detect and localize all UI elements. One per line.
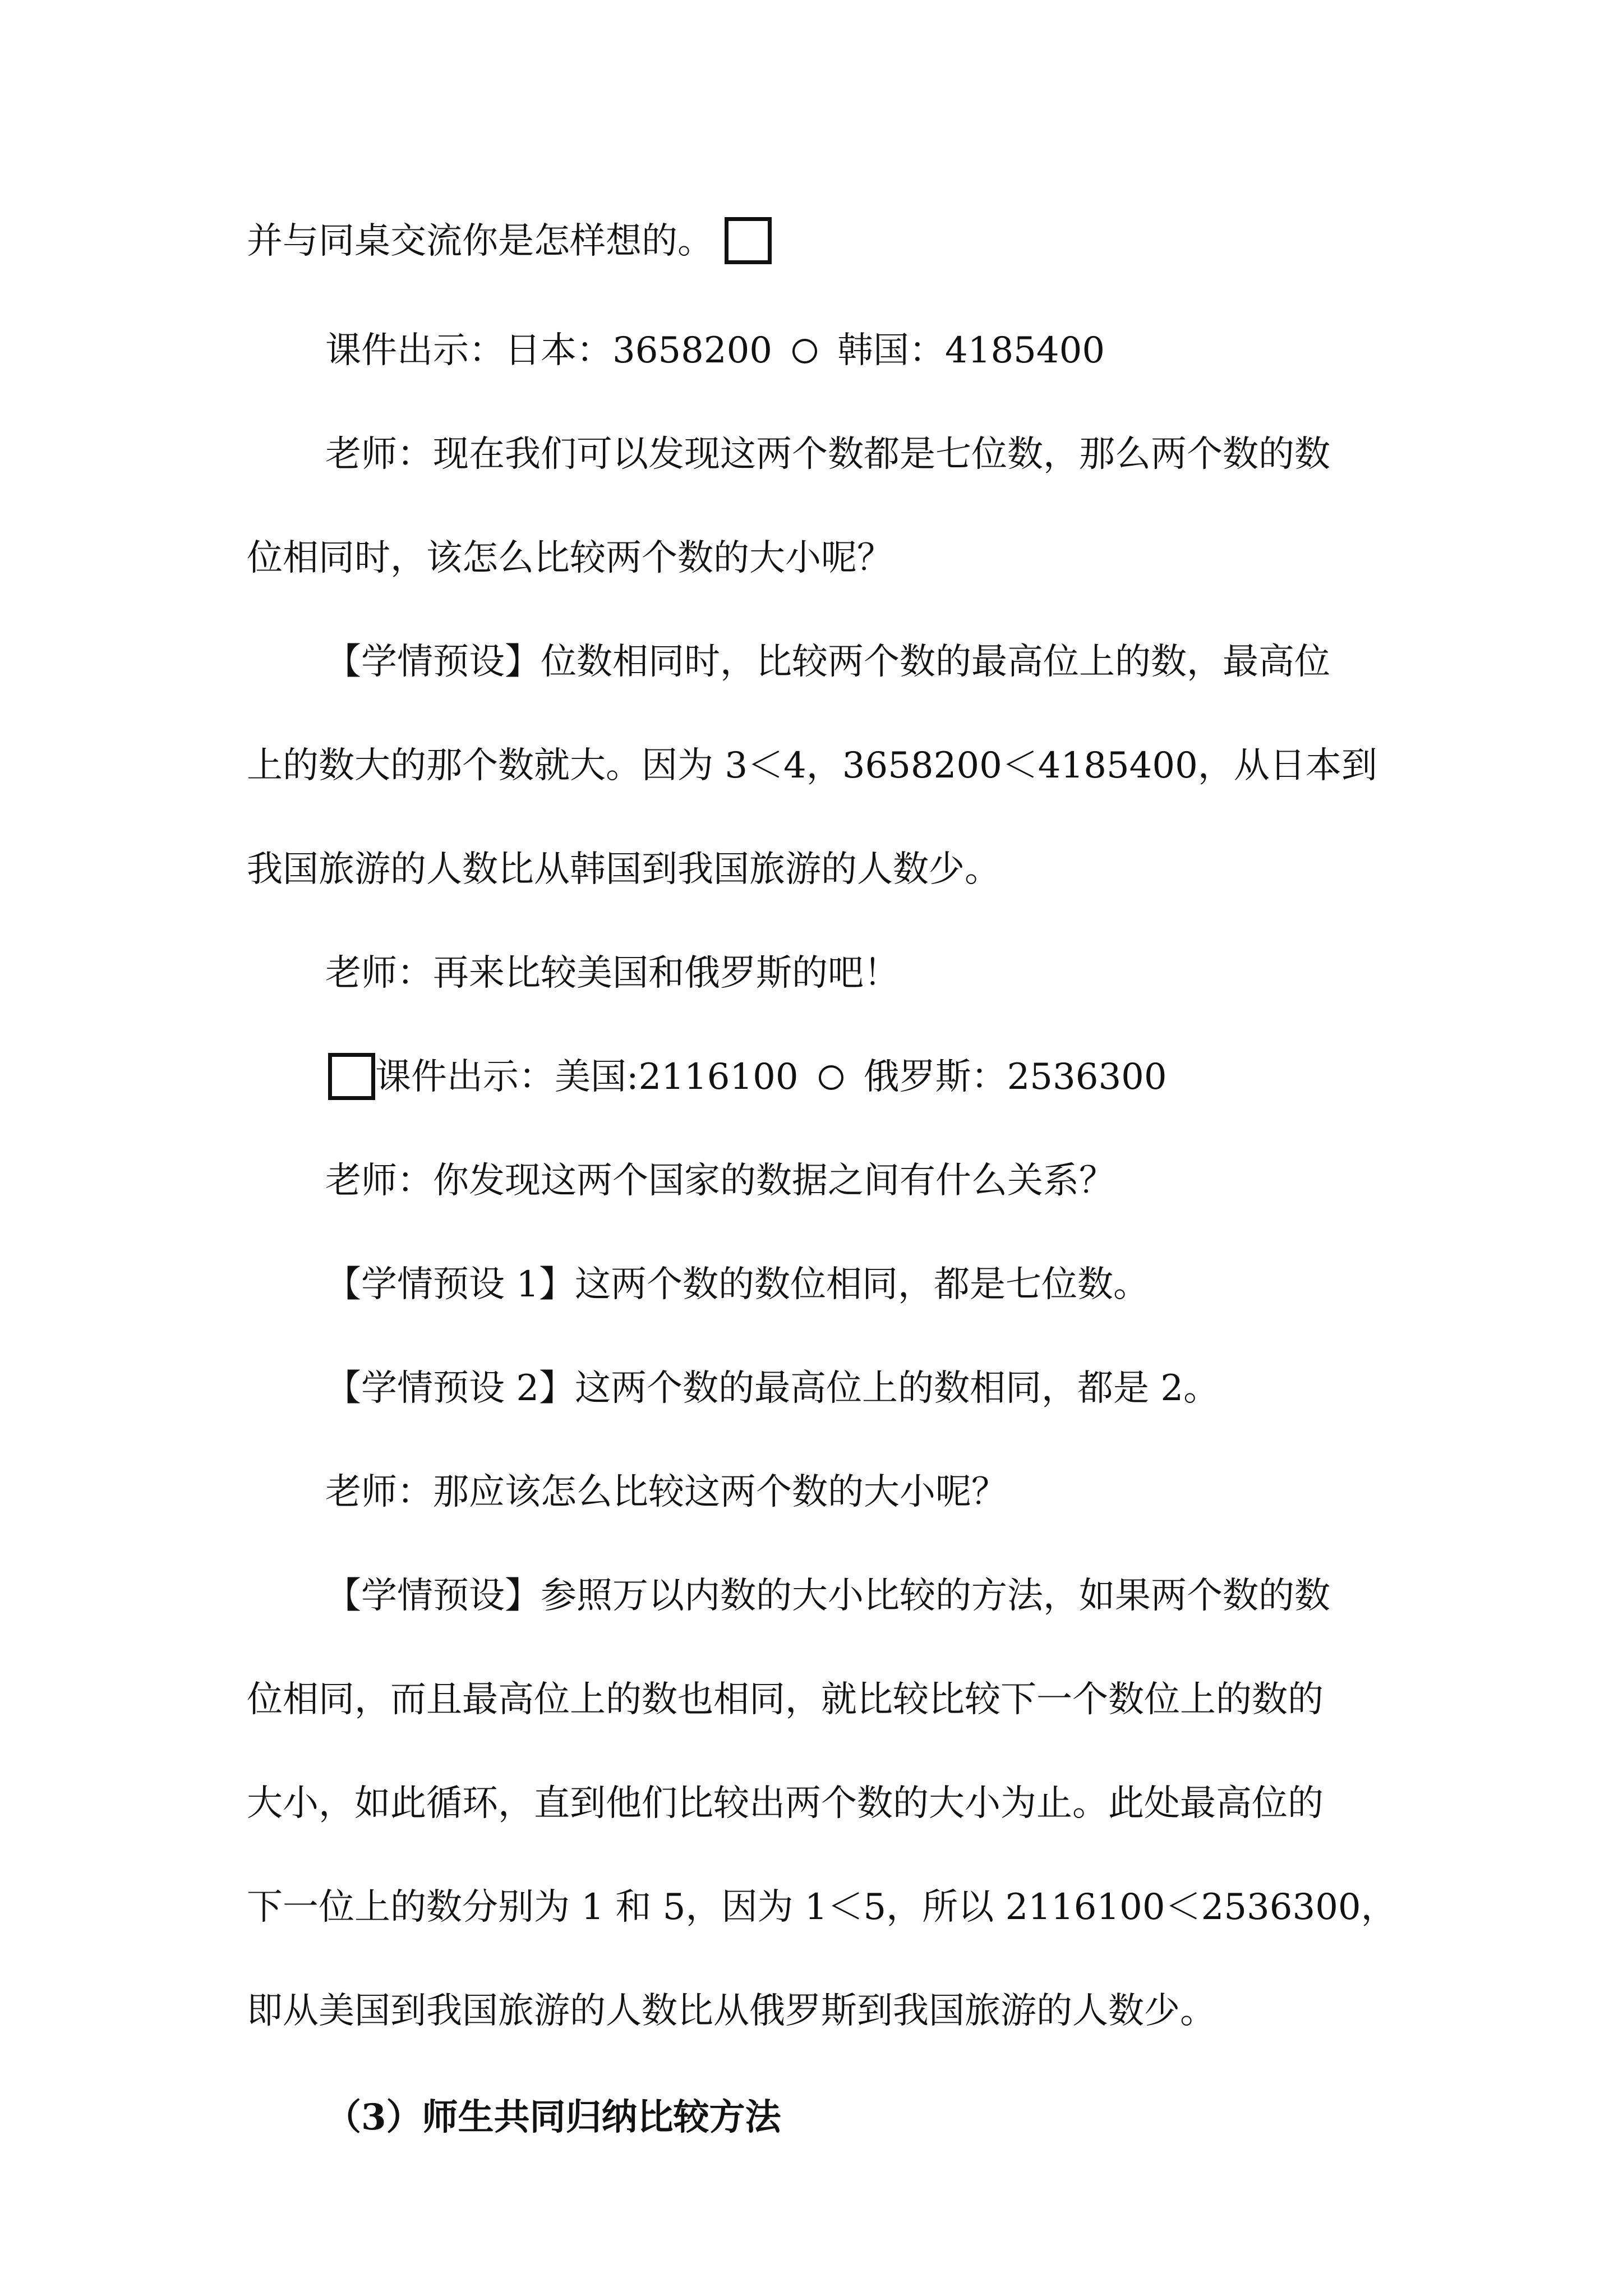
text-line (247, 219, 1385, 264)
compare-circle (819, 1065, 843, 1090)
text-line (325, 432, 1385, 477)
paragraph-text: 大小，如此循环，直到他们比较出两个数的大小为止。此处最高位的 (247, 1783, 1324, 1824)
section-heading (325, 2095, 1385, 2140)
paragraph-text: 老师：那应该怎么比较这两个数的大小呢？ (325, 1471, 1007, 1513)
paragraph-text: 【学情预设】位数相同时，比较两个数的最高位上的数，最高位 (325, 641, 1330, 683)
text-line (325, 951, 1385, 996)
text-line (325, 1470, 1385, 1515)
paragraph-text: 我国旅游的人数比从韩国到我国旅游的人数少。 (247, 849, 1000, 890)
text-line (247, 743, 1385, 788)
courseware-label: 课件出示：美国:2116100 (375, 1056, 799, 1098)
text-line (325, 1158, 1385, 1203)
courseware-value: 韩国：4185400 (837, 330, 1105, 371)
paragraph-text: 【学情预设】参照万以内数的大小比较的方法，如果两个数的数 (325, 1575, 1330, 1617)
answer-box (725, 217, 772, 264)
paragraph-text: 并与同桌交流你是怎样想的。 (247, 220, 713, 262)
paragraph-text: 老师：现在我们可以发现这两个数都是七位数，那么两个数的数 (325, 434, 1330, 475)
paragraph-text: 老师：你发现这两个国家的数据之间有什么关系？ (325, 1160, 1115, 1202)
text-line (325, 639, 1385, 684)
paragraph-text: 位相同，而且最高位上的数也相同，就比较比较下一个数位上的数的 (247, 1679, 1324, 1720)
paragraph-text: 【学情预设 2】这两个数的最高位上的数相同，都是 2。 (325, 1368, 1220, 1409)
courseware-usa-russia (328, 1055, 1467, 1100)
paragraph-text: 位相同时，该怎么比较两个数的大小呢？ (247, 537, 893, 579)
paragraph-text: 老师：再来比较美国和俄罗斯的吧！ (325, 953, 900, 994)
text-line (325, 1366, 1385, 1411)
courseware-value: 俄罗斯：2536300 (863, 1056, 1167, 1098)
text-line (247, 536, 1385, 581)
text-line (247, 1781, 1385, 1826)
text-line (325, 1573, 1385, 1618)
courseware-label: 课件出示：日本：3658200 (325, 330, 773, 371)
paragraph-text: 【学情预设 1】这两个数的数位相同，都是七位数。 (325, 1264, 1150, 1305)
text-line (247, 847, 1385, 892)
courseware-japan-korea (325, 328, 1385, 373)
text-line (247, 1677, 1385, 1722)
answer-box (328, 1053, 375, 1100)
paragraph-text: 即从美国到我国旅游的人数比从俄罗斯到我国旅游的人数少。 (247, 1990, 1216, 2032)
compare-circle (792, 339, 817, 364)
paragraph-text: 上的数大的那个数就大。因为 3＜4，3658200＜4185400，从日本到 (247, 745, 1377, 786)
text-line (325, 1262, 1385, 1307)
paragraph-text: 下一位上的数分别为 1 和 5，因为 1＜5，所以 2116100＜2536300， (247, 1887, 1397, 1928)
heading-text: （3）师生共同归纳比较方法 (325, 2096, 781, 2138)
text-line (247, 1885, 1397, 1930)
text-line (247, 1989, 1385, 2033)
